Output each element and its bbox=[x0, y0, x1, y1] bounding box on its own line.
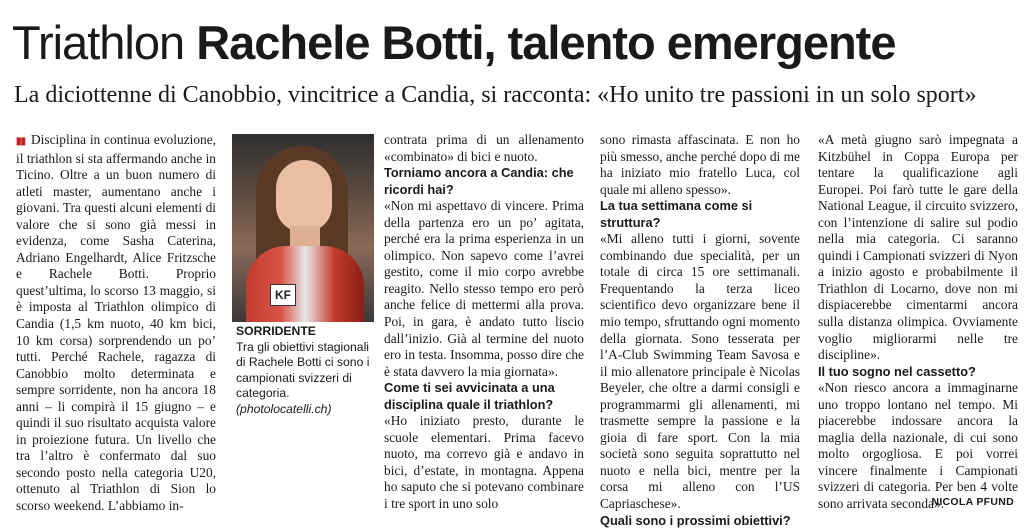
paragraph: «Ho iniziato presto, durante le scuole elementari. Prima facevo nuoto, ma correvo già e andavo in bici, d’estate, in montagna. Appena ho saputo che si potevano combinare i tre sport in uno solo bbox=[384, 413, 584, 512]
paragraph: contrata prima di un allenamento «combinato» di bici e nuoto. bbox=[384, 132, 584, 164]
paragraph: sono rimasta affascinata. E non ho più smesso, anche perché dopo di me ha iniziato mio fratello Luca, col quale mi alleno spesso». bbox=[600, 132, 800, 197]
caption-credit: (photolocatelli.ch) bbox=[236, 401, 332, 416]
article-column-3 bbox=[384, 132, 584, 513]
interview-question: Torniamo ancora a Candia: che ricordi hai? bbox=[384, 165, 574, 197]
interview-question: Come ti sei avvicinata a una disciplina quale il triathlon? bbox=[384, 380, 555, 412]
headline bbox=[12, 14, 1018, 72]
article-column-1 bbox=[16, 132, 216, 515]
paragraph: «Mi alleno tutti i giorni, sovente combinando due specialità, per un totale di circa 15 ore settimanali. Frequentando la terza liceo scientifico devo organizzare bene il mio tempo, sfruttando ogni momento della giornata. Sono tesserata per l’A-Club Swimming Team Savosa e il mio allenatore principale è Nicolas Beyeler, che oltre a darmi consigli e programmarmi gli allenamenti, mi trasmette sempre la passione e la gioia di fare sport. Con la mia società sono seguita soprattutto nel nuoto e nella bici, mentre per la corsa mi alleno con l’US Capriaschese». bbox=[600, 231, 800, 512]
section-marker-icon: ▮▮ bbox=[16, 136, 26, 147]
caption-body: Tra gli obiettivi stagionali di Rachele Botti ci sono i campionati svizzeri di categoria. bbox=[236, 339, 370, 401]
headline-title: Rachele Botti, talento emergente bbox=[196, 16, 896, 69]
article-column-4 bbox=[600, 132, 800, 529]
byline: NICOLA PFUND bbox=[931, 496, 1014, 508]
paragraph: «A metà giugno sarò impegnata a Kitzbühel in Coppa Europa per tentare la qualificazione agli Europei. Poi farò tutte le gare della National League, il circuito svizzero, con l’intenzione di salire sul podio nella mia categoria. Ci saranno quindi i Campionati svizzeri di Nyon a inizio agosto e probabilmente il Triathlon di Locarno, dove non mi dispiacerebbe cimentarmi ancora sulla distanza olimpica. Ovviamente voglio migliorarmi nelle tre discipline». bbox=[818, 132, 1018, 363]
paragraph: «Non riesco ancora a immaginarne uno troppo lontano nel tempo. Mi piacerebbe indossare ancora la maglia della nazionale, di cui sono molto orgogliosa. E poi vorrei vincere finalmente i Campionati svizzeri di categoria. Per ben 4 volte sono arrivata seconda». bbox=[818, 380, 1018, 512]
paragraph: Disciplina in continua evoluzione, il triathlon si sta affermando anche in Ticino. Oltre a un buon numero di atleti master, aumentano anche i giovani. Tra questi alcuni elementi di valore che si sono già messi in evidenza, come Sasha Caterina, Adriano Engelhardt, Alice Fritzsche e Rachele Botti. Proprio quest’ultima, lo scorso 13 maggio, si è imposta al Triathlon olimpico di Candia (1,5 km nuoto, 40 km bici, 10 km corsa) sorprendendo un po’ tutti. Perché Rachele, ragazza di Canobbio molto determinata e sempre sorridente, non ha ancora 18 anni – li compirà il 15 giugno – e quindi il suo risultato acquista valore in proiezione futura. Un livello che tra l’altro è confermato dal suo secondo posto nella categoria U20, ottenuto al Triathlon di Sion lo scorso weekend. L’abbiamo in- bbox=[16, 132, 216, 514]
photo-caption bbox=[236, 324, 374, 418]
athlete-photo bbox=[232, 134, 374, 322]
article-column-5 bbox=[818, 132, 1018, 513]
caption-head: SORRIDENTE bbox=[236, 324, 316, 338]
interview-question: La tua settimana come si struttura? bbox=[600, 198, 753, 230]
headline-tag: Triathlon bbox=[12, 16, 185, 69]
deck: La diciottenne di Canobbio, vincitrice a Candia, si racconta: «Ho unito tre passioni in un solo sport» bbox=[14, 82, 977, 108]
paragraph: «Non mi aspettavo di vincere. Prima della partenza ero un po’ agitata, perché era la prima esperienza in un olimpico. Non sapevo come l’avrei gestito, come il mio corpo avrebbe reagito. Nello stesso tempo ero però anche felice di mettermi alla prova. Poi, in gara, è andato tutto liscio dall’inizio. Già al termine del nuoto ero in testa. Insomma, posso dire che è stata davvero la mia giornata». bbox=[384, 198, 584, 379]
interview-question: Quali sono i prossimi obiettivi? bbox=[600, 512, 791, 528]
kf-logo: KF bbox=[270, 284, 296, 306]
interview-question: Il tuo sogno nel cassetto? bbox=[818, 363, 976, 379]
